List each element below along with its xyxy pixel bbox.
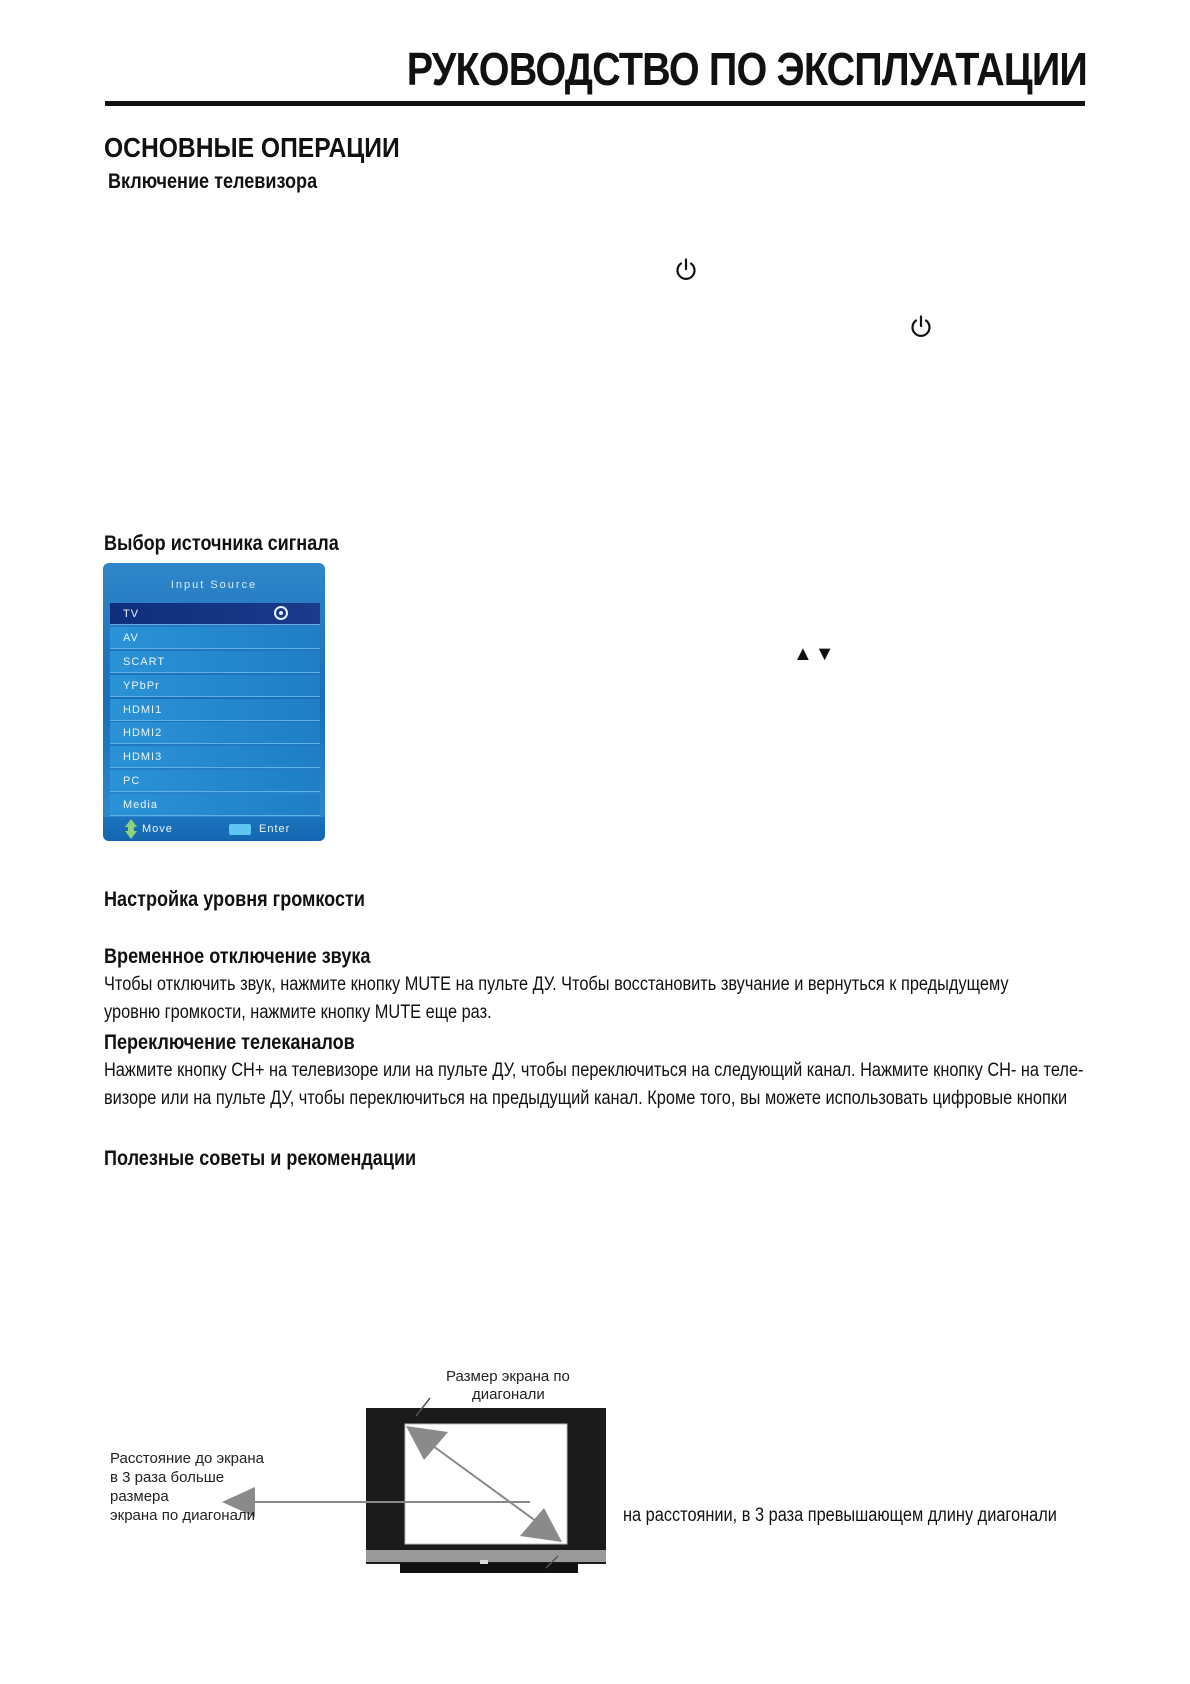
- menu-item-hdmi1[interactable]: HDMI1: [110, 699, 320, 721]
- channels-text-line-2: визоре или на пульте ДУ, чтобы переключиться на предыдущий канал. Кроме того, вы можете использовать цифровые кнопки: [104, 1088, 1068, 1109]
- diagonal-label-line-2: диагонали: [472, 1386, 545, 1403]
- distance-label-line-2: в 3 раза больше: [110, 1469, 225, 1486]
- menu-item-pc[interactable]: PC: [110, 770, 320, 792]
- power-on-heading: Включение телевизора: [108, 170, 318, 193]
- mute-text-line-1: Чтобы отключить звук, нажмите кнопку MUTE на пульте ДУ. Чтобы восстановить звучание и вернуться к предыдущему: [104, 974, 1009, 995]
- menu-item-av[interactable]: AV: [110, 627, 320, 649]
- diagonal-label-line-1: Размер экрана по: [446, 1368, 570, 1385]
- page-header-title: РУКОВОДСТВО ПО ЭКСПЛУАТАЦИИ: [406, 43, 1087, 95]
- input-source-menu: [103, 563, 325, 841]
- distance-description: на расстоянии, в 3 раза превышающем длину диагонали: [623, 1505, 1057, 1526]
- menu-title: Input Source: [170, 579, 258, 591]
- menu-item-hdmi2[interactable]: HDMI2: [110, 722, 320, 744]
- menu-item-scart[interactable]: SCART: [110, 651, 320, 673]
- tv-stand: [400, 1563, 578, 1573]
- channels-heading: Переключение телеканалов: [104, 1031, 355, 1054]
- input-source-heading: Выбор источника сигнала: [104, 532, 339, 555]
- move-label: Move: [142, 823, 173, 835]
- mute-heading: Временное отключение звука: [104, 945, 371, 968]
- section-title: ОСНОВНЫЕ ОПЕРАЦИИ: [104, 132, 400, 163]
- menu-item-hdmi3[interactable]: HDMI3: [110, 746, 320, 768]
- mute-text-line-2: уровню громкости, нажмите кнопку MUTE еще раз.: [104, 1002, 492, 1023]
- menu-item-tv[interactable]: TV: [110, 603, 320, 625]
- enter-label: Enter: [259, 823, 291, 835]
- channels-text-line-1: Нажмите кнопку CH+ на телевизоре или на пульте ДУ, чтобы переключиться на следующий канал. Нажмите кнопку CH- на теле-: [104, 1060, 1084, 1081]
- enter-key-icon: [229, 824, 251, 835]
- volume-heading: Настройка уровня громкости: [104, 888, 365, 911]
- tv-led: [480, 1560, 488, 1564]
- distance-label-line-1: Расстояние до экрана: [110, 1450, 264, 1467]
- up-down-arrows-icon: ▲▼: [793, 643, 837, 665]
- power-icon: [673, 257, 699, 283]
- distance-label-line-4: экрана по диагонали: [110, 1507, 256, 1524]
- tips-heading: Полезные советы и рекомендации: [104, 1147, 417, 1170]
- move-arrows-icon: [125, 819, 137, 839]
- menu-item-ypbpr[interactable]: YPbPr: [110, 675, 320, 697]
- menu-footer: [103, 817, 325, 841]
- header-rule: [105, 101, 1085, 106]
- menu-item-media[interactable]: Media: [110, 794, 320, 816]
- selected-indicator-icon: [274, 606, 288, 620]
- power-icon: [908, 314, 934, 340]
- distance-label-line-3: размера: [110, 1488, 169, 1505]
